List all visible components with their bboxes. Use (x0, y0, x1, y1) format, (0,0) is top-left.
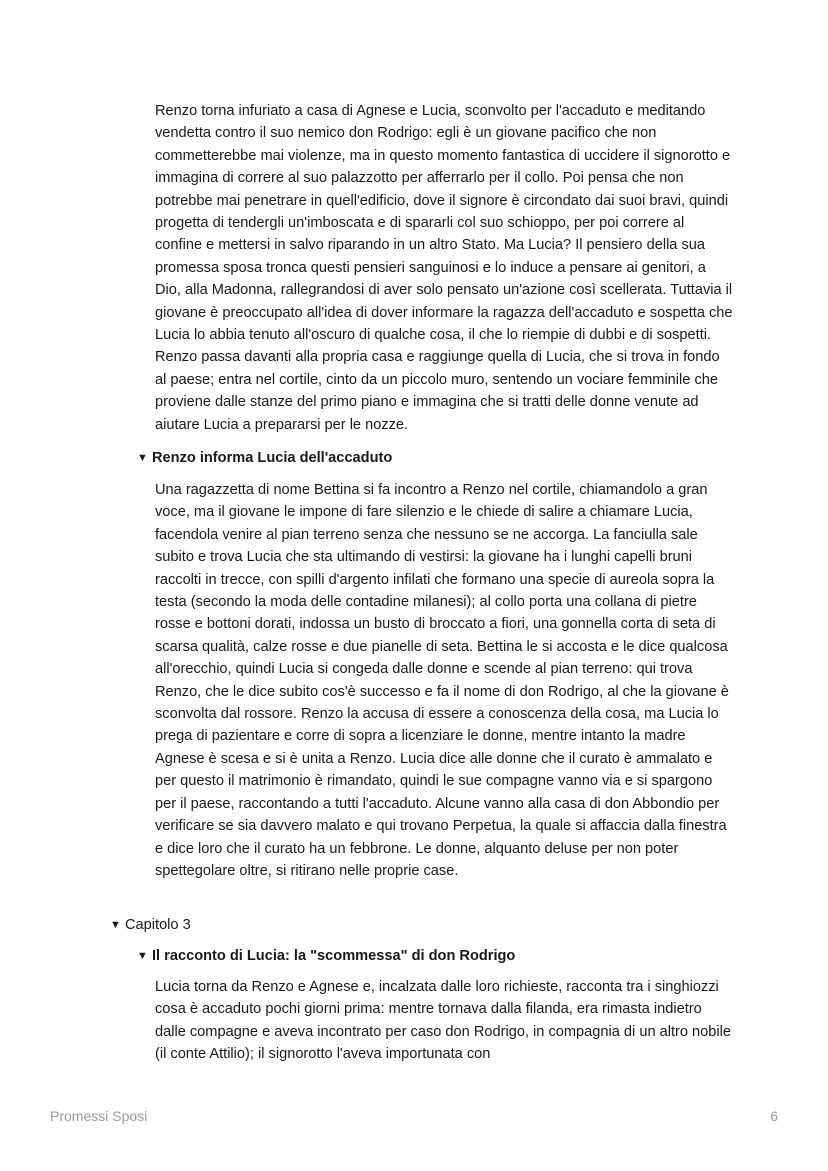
page-number: 6 (770, 1108, 778, 1124)
toggle-racconto-lucia[interactable] (137, 946, 515, 966)
toggle-renzo-informa-lucia[interactable] (137, 448, 392, 468)
toggle-heading: Capitolo 3 (125, 917, 191, 933)
toggle-heading: Renzo informa Lucia dell'accaduto (152, 450, 393, 466)
triangle-down-icon[interactable]: ▼ (137, 950, 148, 962)
toggle-capitolo-3[interactable] (110, 915, 191, 935)
paragraph-racconto-lucia: Lucia torna da Renzo e Agnese e, incalzata dalle loro richieste, racconta tra i singhiozzi cosa è accaduto pochi giorni prima: mentre tornava dalla filanda, era rimasta indietro dalle compagne e aveva incontrato per caso don Rodrigo, in compagnia di un altro nobile (il conte Attilio); il signorotto l'aveva importunata con (155, 979, 732, 1063)
toggle-heading: Il racconto di Lucia: la "scommessa" di don Rodrigo (152, 948, 516, 964)
paragraph-renzo-infuriato: Renzo torna infuriato a casa di Agnese e Lucia, sconvolto per l'accaduto e meditando vendetta contro il suo nemico don Rodrigo: egli è un giovane pacifico che non commetterebbe mai violenze, ma in questo momento fantastica di uccidere il signorotto e immagina di correre al suo palazzotto per afferrarlo per il collo. Poi pensa che non potrebbe mai penetrare in quell'edificio, dove il signore è circondato dai suoi bravi, quindi progetta di tendergli un'imboscata e di spararli col suo schioppo, per poi correre al confine e mettersi in salvo riparando in un altro Stato. Ma Lucia? Il pensiero della sua promessa sposa tronca questi pensieri sanguinosi e lo induce a pensare ai genitori, a Dio, alla Madonna, rallegrandosi di aver solo pensato un'azione così scellerata. Tuttavia il giovane è preoccupato all'idea di dover informare la ragazza dell'accaduto e sospetta che Lucia lo abbia tenuto all'oscuro di qualche cosa, il che lo riempie di dubbi e di sospetti. Renzo passa davanti alla propria casa e raggiunge quella di Lucia, che si trova in fondo al paese; entra nel cortile, cinto da un piccolo muro, sentendo un vociare femminile che proviene dalle stanze del primo piano e immagina che si tratti delle donne venute ad aiutare Lucia a prepararsi per le nozze. (155, 103, 733, 433)
triangle-down-icon[interactable]: ▼ (110, 919, 121, 931)
paragraph-bettina: Una ragazzetta di nome Bettina si fa incontro a Renzo nel cortile, chiamandolo a gran voce, ma il giovane le impone di fare silenzio e le chiede di salire a chiamare Lucia, facendola venire al pian terreno senza che nessuno se ne accorga. La fanciulla sale subito e trova Lucia che sta ultimando di vestirsi: la giovane ha i lunghi capelli bruni raccolti in trecce, con spilli d'argento infilati che formano una specie di aureola sopra la testa (secondo la moda delle contadine milanesi); al collo porta una collana di pietre rosse e bottoni dorati, indossa un busto di broccato a fiori, una gonnella corta di seta di scarsa qualità, calze rosse e due pianelle di seta. Bettina le si accosta e le dice qualcosa all'orecchio, quindi Lucia si congeda dalle donne e scende al pian terreno: qui trova Renzo, che le dice subito cos'è successo e fa il nome di don Rodrigo, al che la giovane è sconvolta dal rossore. Renzo la accusa di essere a conoscenza della cosa, ma Lucia lo prega di pazientare e corre di sopra a licenziare le donne, mentre intanto la madre Agnese è scesa e si è unita a Renzo. Lucia dice alle donne che il curato è ammalato e per questo il matrimonio è rimandato, quindi le sue compagne vanno via e si spargono per il paese, raccontando a tutti l'accaduto. Alcune vanno alla casa di don Abbondio per verificare se sia davvero malato e qui trovano Perpetua, la quale si affaccia dalla finestra e dice loro che il curato ha un febbrone. Le donne, alquanto deluse per non poter spettegolare oltre, si ritirano nelle proprie case. (155, 482, 729, 879)
triangle-down-icon[interactable]: ▼ (137, 452, 148, 464)
footer-title: Promessi Sposi (50, 1108, 148, 1124)
